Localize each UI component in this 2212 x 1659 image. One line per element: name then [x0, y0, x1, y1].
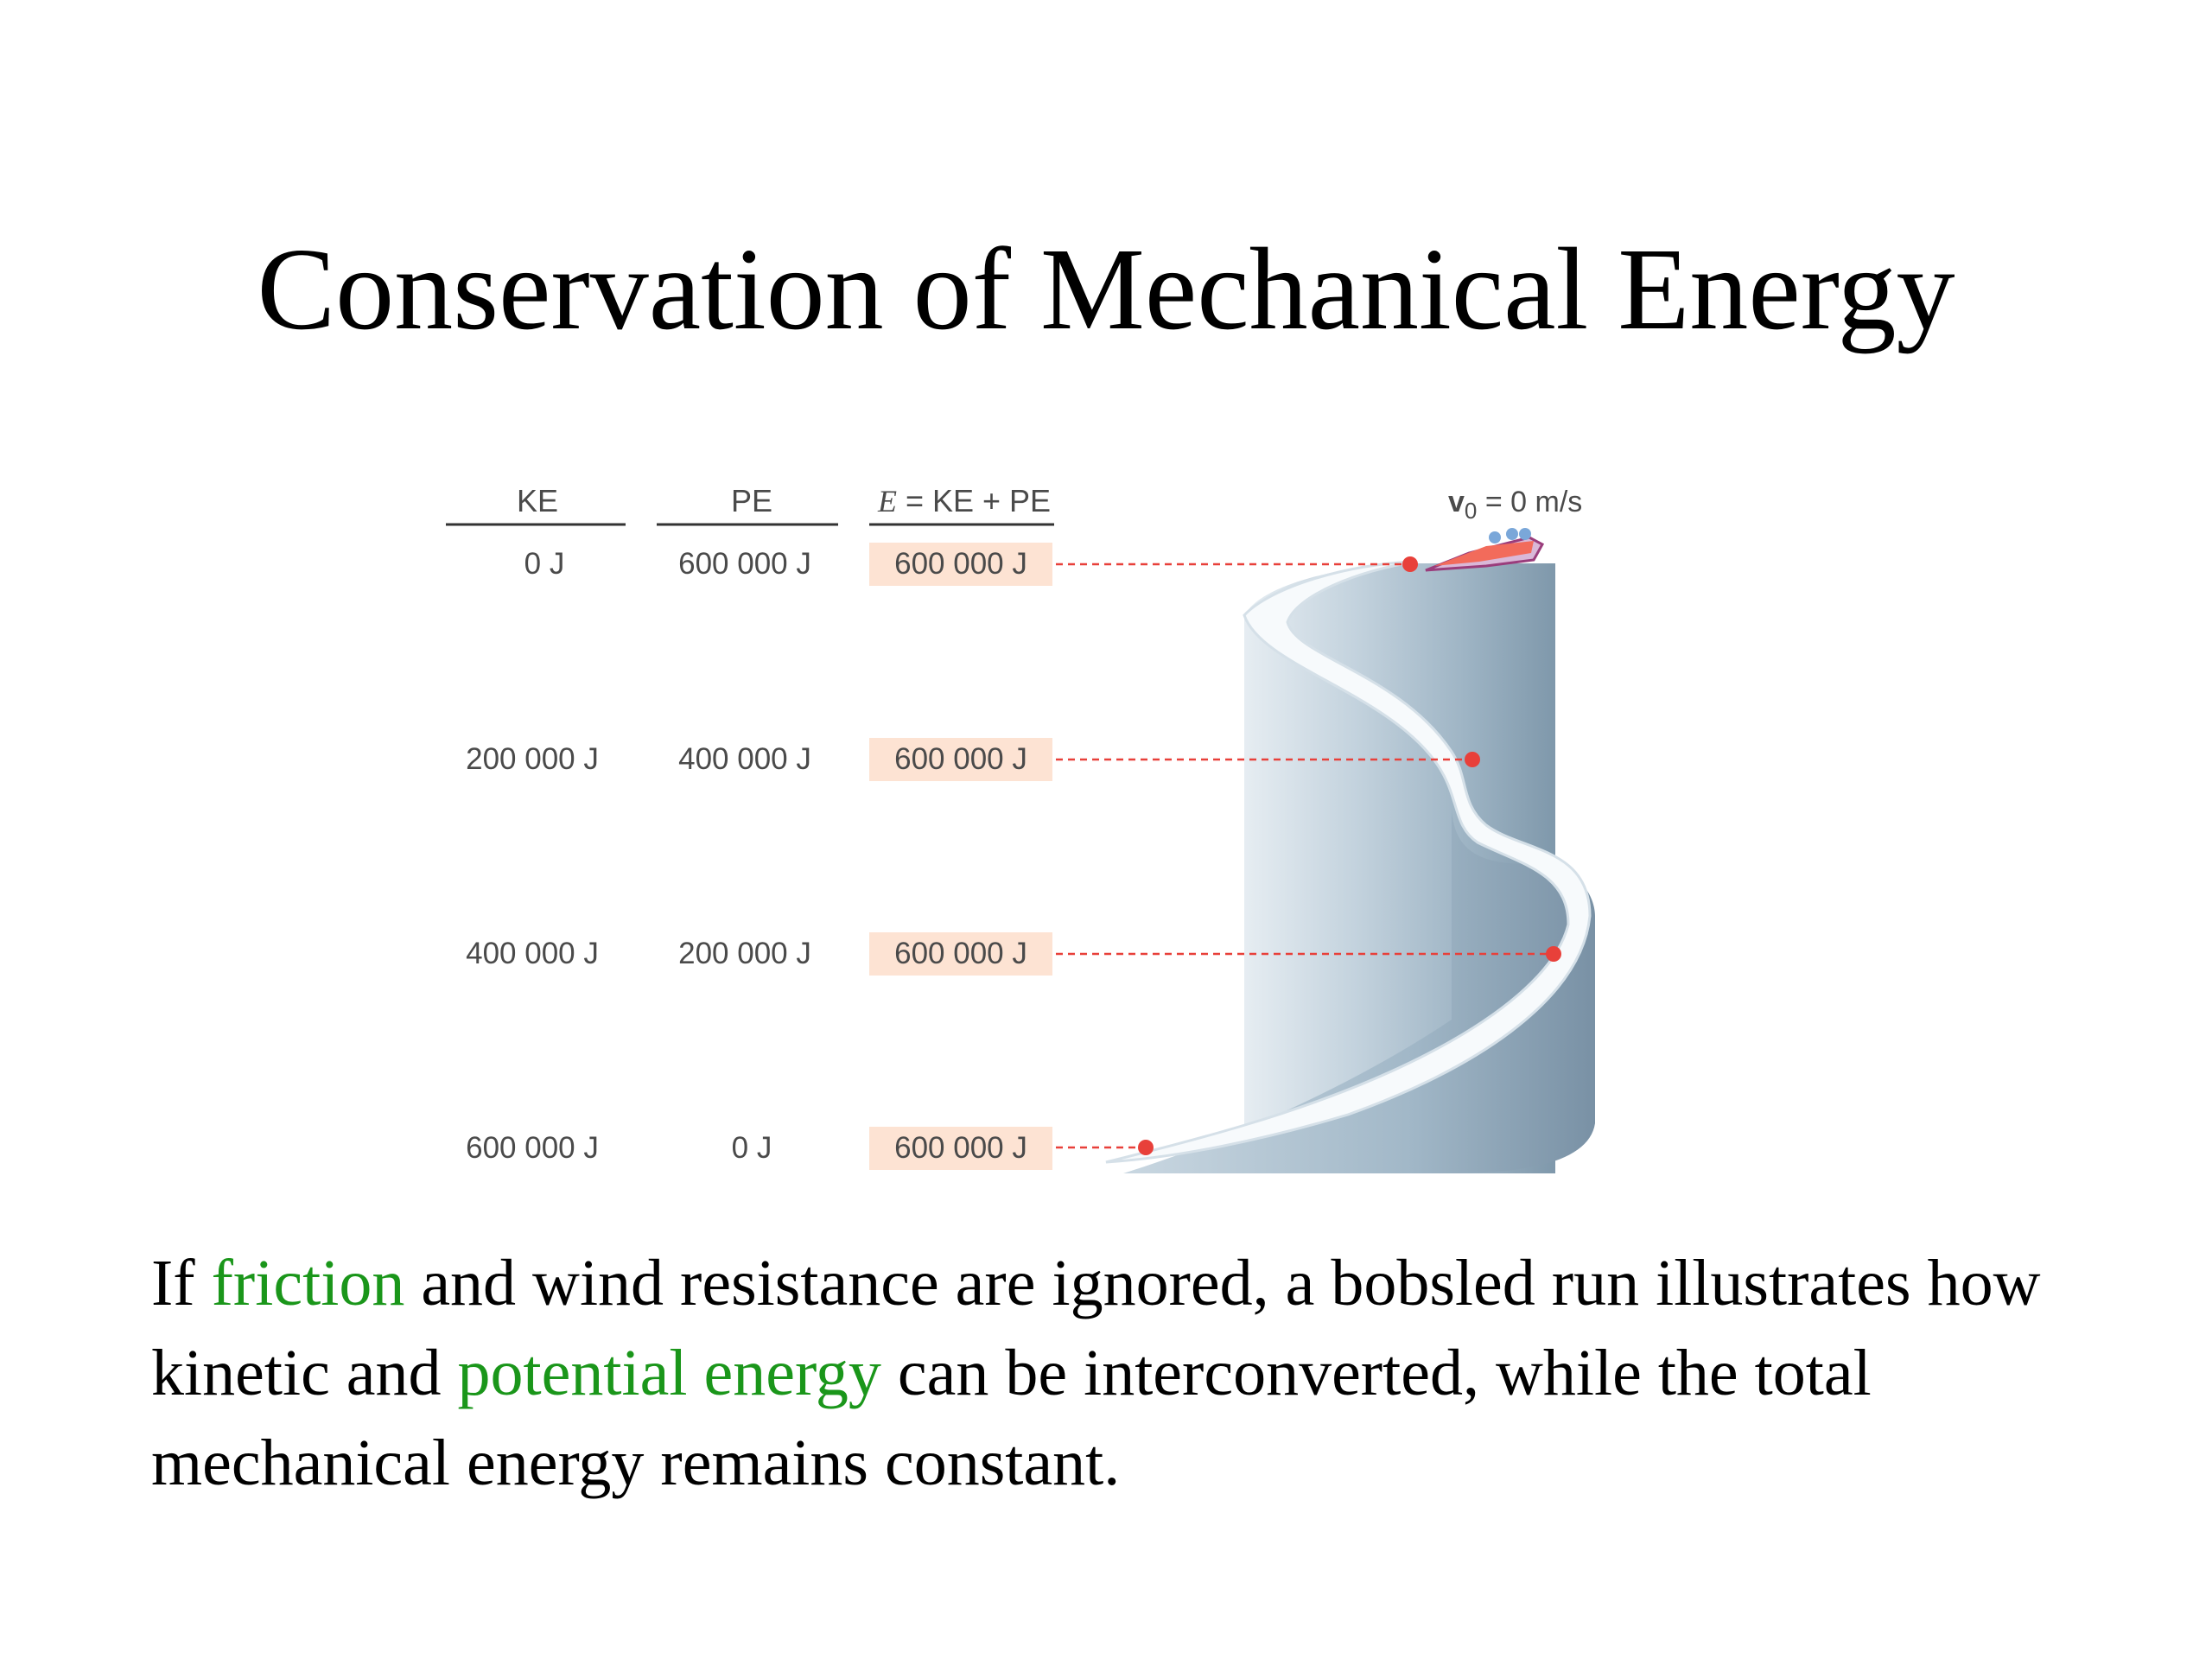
ke-value: 400 000 J: [466, 937, 599, 970]
caption-text: and wind resistance are ignored, a bobsled run illustrates how kinetic and: [151, 1247, 2041, 1409]
position-marker: [1402, 556, 1418, 572]
caption-text: If: [151, 1247, 212, 1319]
pe-value: 0 J: [731, 1131, 772, 1165]
caption-text: can be interconverted, while the total mechanical energy remains constant.: [151, 1337, 1872, 1499]
position-marker: [1138, 1140, 1154, 1155]
position-marker: [1546, 946, 1561, 962]
header-total: E = KE + PE: [877, 483, 1052, 518]
pe-value: 200 000 J: [678, 937, 811, 970]
header-ke: KE: [516, 483, 559, 518]
pe-value: 600 000 J: [678, 547, 811, 581]
velocity-label: $v_0 = 0$ m/s: [1448, 486, 1583, 524]
bobsled-track: [1106, 562, 1595, 1173]
position-marker: [1465, 752, 1480, 767]
total-value: 600 000 J: [894, 547, 1027, 581]
ke-value: 200 000 J: [466, 742, 599, 776]
pe-value: 400 000 J: [678, 742, 811, 776]
caption: [151, 1238, 2104, 1508]
header-pe: PE: [730, 483, 773, 518]
energy-row: [466, 1127, 1154, 1170]
total-value: 600 000 J: [894, 742, 1027, 776]
slide-title: Conservation of Mechanical Energy: [257, 225, 1955, 354]
energy-row: [524, 543, 1418, 586]
keyword-potential-energy: potential energy: [457, 1337, 881, 1409]
ke-value: 600 000 J: [466, 1131, 599, 1165]
total-value: 600 000 J: [894, 937, 1027, 970]
total-value: 600 000 J: [894, 1131, 1027, 1165]
ke-value: 0 J: [524, 547, 565, 581]
keyword-friction: friction: [211, 1247, 405, 1319]
